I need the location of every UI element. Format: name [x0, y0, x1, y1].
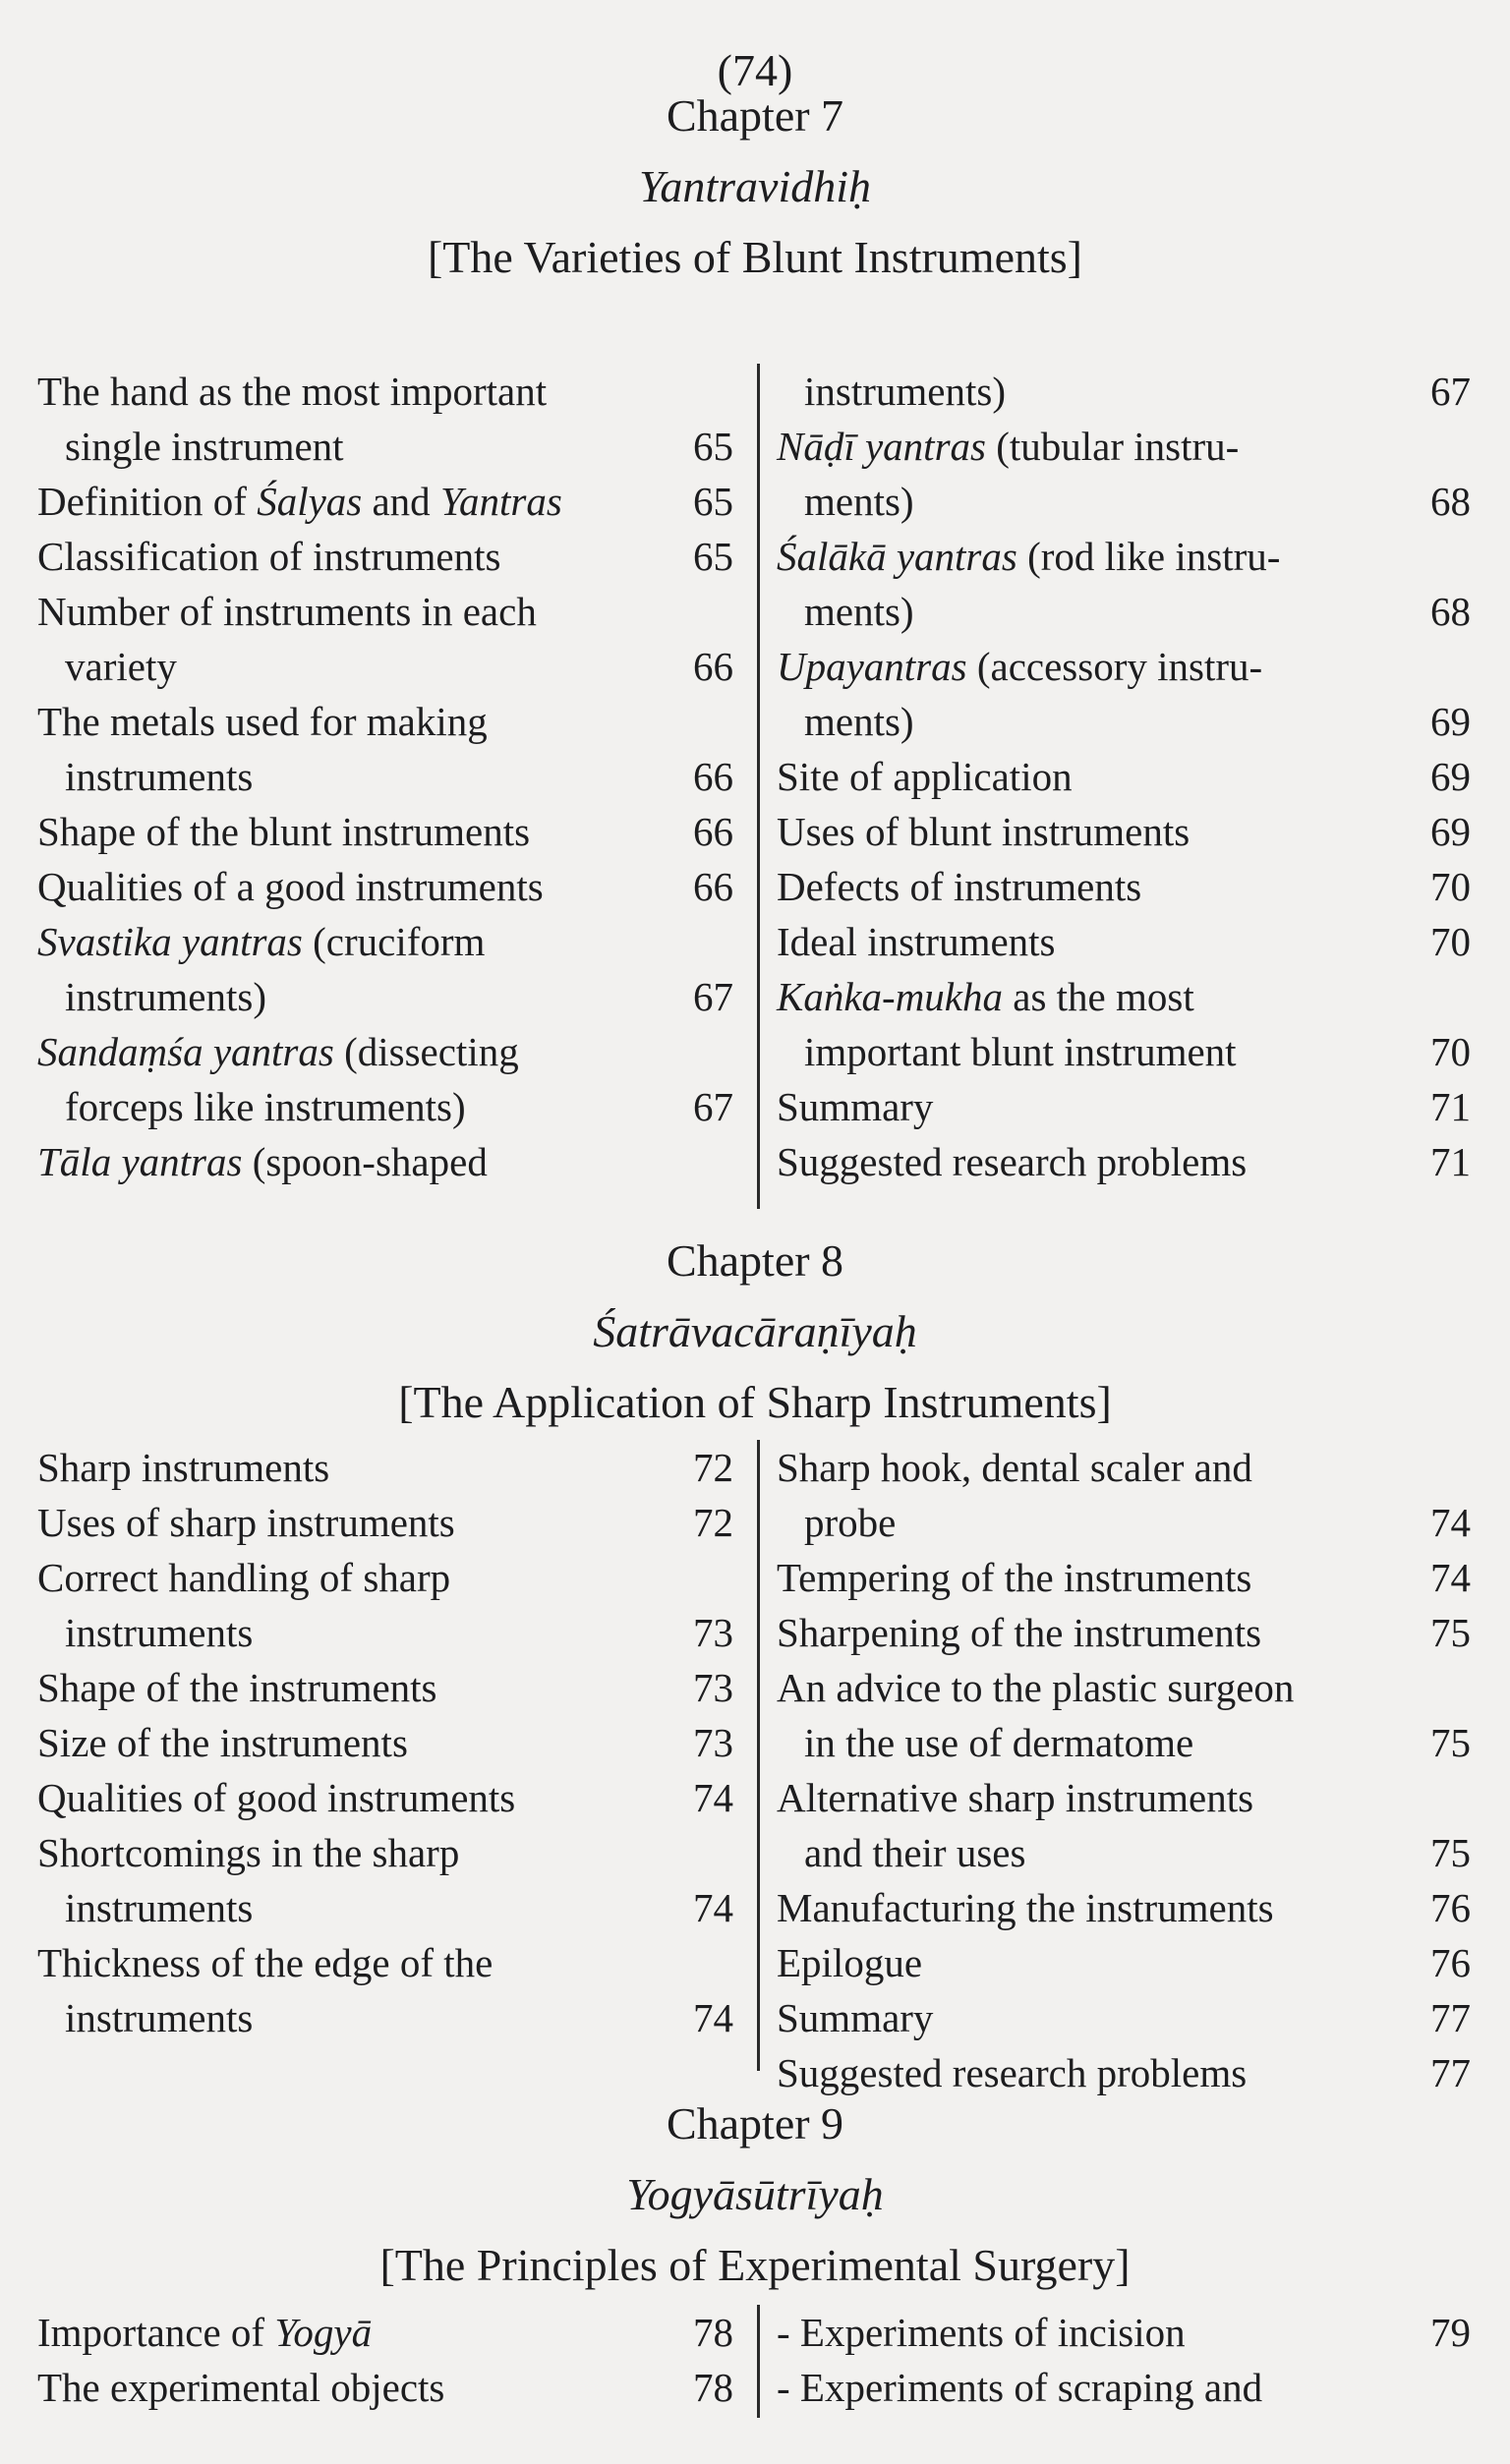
entry-first-line: [37, 919, 485, 964]
entry-text: Thickness of the edge of the: [37, 1940, 494, 1985]
entry-continuation: instruments: [65, 754, 254, 799]
entry-first-line: [37, 1500, 455, 1545]
column-divider: [757, 1440, 760, 2071]
entry-text: Classification of instruments: [37, 534, 501, 579]
entry-continuation: instruments): [65, 974, 266, 1019]
entry-text: The hand as the most important: [37, 369, 548, 414]
toc-entry: [37, 529, 733, 584]
toc-entry: [777, 804, 1471, 859]
entry-first-line: [777, 2365, 1262, 2410]
toc-entry: [37, 2360, 733, 2415]
entry-first-line: [777, 1775, 1253, 1820]
entry-first-line: [37, 1940, 493, 1985]
entry-text: Suggested research problems: [777, 1139, 1248, 1184]
entry-text: (tubular instru-: [996, 424, 1240, 469]
entry-text: Defects of instruments: [777, 864, 1142, 909]
entry-page-number: 73: [693, 1610, 733, 1655]
entry-continuation: single instrument: [65, 424, 344, 469]
entry-page-number: 75: [1430, 1610, 1471, 1655]
entry-page-number: 77: [1430, 1995, 1471, 2040]
entry-page-number: 70: [1430, 1029, 1471, 1074]
entry-first-line: [777, 1445, 1252, 1490]
entry-page-number: 76: [1430, 1885, 1471, 1930]
entry-first-line: [777, 1084, 933, 1129]
toc-entry: [777, 639, 1471, 749]
entry-page-number: 74: [693, 1775, 733, 1820]
entry-page-number: 70: [1430, 864, 1471, 909]
entry-first-line: [37, 1720, 408, 1765]
entry-first-line: [777, 644, 1262, 689]
entry-page-number: 69: [1430, 699, 1471, 744]
entry-first-line: [37, 2310, 372, 2355]
toc-entry: [37, 859, 733, 914]
toc-entry: [777, 1770, 1471, 1880]
toc-entry: [777, 2305, 1471, 2360]
entry-page-number: 68: [1430, 589, 1471, 634]
entry-page-number: 72: [693, 1445, 733, 1490]
entry-text: (accessory instru-: [976, 644, 1263, 689]
left-column: [37, 364, 733, 1189]
chapter-7-heading: [0, 81, 1510, 293]
chapter-sanskrit-title: Yantravidhiḥ: [638, 161, 872, 211]
entry-first-line: [777, 1139, 1247, 1184]
right-column: [777, 1440, 1471, 2100]
toc-entry: [777, 1079, 1471, 1134]
left-column: [37, 1440, 733, 2045]
entry-page-number: 74: [1430, 1555, 1471, 1600]
entry-page-number: 67: [693, 1084, 733, 1129]
entry-page-number: 79: [1430, 2310, 1471, 2355]
entry-page-number: 74: [1430, 1500, 1471, 1545]
toc-entry: [37, 584, 733, 694]
entry-first-line: [777, 1555, 1251, 1600]
entry-sanskrit-term: Śalyas: [257, 479, 363, 524]
entry-text: Sharp instruments: [37, 1445, 330, 1490]
entry-text: Correct handling of sharp: [37, 1555, 451, 1600]
entry-first-line: [37, 699, 488, 744]
entry-continuation: ments): [804, 589, 914, 634]
entry-first-line: [777, 2310, 1186, 2355]
entry-sanskrit-term: Upayantras: [777, 644, 967, 689]
entry-continuation: probe: [804, 1500, 897, 1545]
entry-text: Alternative sharp instruments: [777, 1775, 1254, 1820]
entry-continuation: forceps like instruments): [65, 1084, 466, 1129]
toc-entry: [37, 804, 733, 859]
toc-entry: [777, 1440, 1471, 1550]
entry-text: and: [362, 479, 440, 524]
toc-entry: [777, 1605, 1471, 1660]
entry-first-line: [37, 809, 530, 854]
entry-text: Epilogue: [777, 1940, 923, 1985]
entry-page-number: 73: [693, 1665, 733, 1710]
entry-first-line: [37, 1555, 450, 1600]
chapter-sanskrit-title: Śatrāvacāraṇīyaḥ: [593, 1306, 917, 1356]
entry-page-number: 76: [1430, 1940, 1471, 1985]
entry-page-number: 75: [1430, 1830, 1471, 1875]
toc-entry: [777, 914, 1471, 969]
entry-text: Qualities of a good instruments: [37, 864, 544, 909]
entry-text: - Experiments of scraping and: [777, 2365, 1263, 2410]
entry-page-number: 71: [1430, 1084, 1471, 1129]
entry-first-line: [37, 479, 562, 524]
entry-first-line: [37, 369, 547, 414]
toc-entry: [37, 1550, 733, 1660]
toc-entry: [777, 1990, 1471, 2045]
entry-first-line: [37, 1830, 459, 1875]
entry-page-number: 66: [693, 809, 733, 854]
toc-entry: [37, 1024, 733, 1134]
entry-continuation: important blunt instrument: [804, 1029, 1237, 1074]
entry-text: Shortcomings in the sharp: [37, 1830, 460, 1875]
entry-page-number: 69: [1430, 809, 1471, 854]
entry-continuation: variety: [65, 644, 177, 689]
toc-entry: [777, 969, 1471, 1079]
chapter-8-heading: [0, 1226, 1510, 1438]
entry-first-line: [37, 1139, 488, 1184]
left-column: [37, 2305, 733, 2415]
toc-entry: [37, 914, 733, 1024]
chapter-subtitle: [The Application of Sharp Instruments]: [398, 1377, 1112, 1427]
entry-page-number: 75: [1430, 1720, 1471, 1765]
entry-text: Sharp hook, dental scaler and: [777, 1445, 1252, 1490]
toc-entry: [777, 1935, 1471, 1990]
chapter-label: Chapter 9: [666, 2098, 844, 2149]
toc-entry: [37, 1660, 733, 1715]
chapter-9-heading: [0, 2089, 1510, 2301]
entry-sanskrit-term: Kaṅka-mukha: [777, 974, 1004, 1019]
entry-sanskrit-term: Śalākā yantras: [777, 534, 1017, 579]
entry-text: (cruciform: [313, 919, 486, 964]
chapter-subtitle: [The Varieties of Blunt Instruments]: [427, 232, 1082, 282]
entry-page-number: 71: [1430, 1139, 1471, 1184]
entry-text: Shape of the instruments: [37, 1665, 437, 1710]
entry-first-line: [777, 919, 1056, 964]
entry-text: Importance of: [37, 2310, 275, 2355]
entry-first-line: [777, 864, 1141, 909]
toc-entry: [777, 859, 1471, 914]
toc-entry: [777, 529, 1471, 639]
page-number: (74): [717, 45, 793, 95]
entry-continuation: in the use of dermatome: [804, 1720, 1194, 1765]
toc-entry: [777, 749, 1471, 804]
entry-page-number: 66: [693, 754, 733, 799]
toc-entry: [37, 1935, 733, 2045]
entry-sanskrit-term: Yogyā: [274, 2310, 373, 2355]
entry-first-line: [777, 974, 1194, 1019]
entry-page-number: 72: [693, 1500, 733, 1545]
entry-text: as the most: [1013, 974, 1194, 1019]
toc-entry: [37, 1770, 733, 1825]
entry-text: Shape of the blunt instruments: [37, 809, 531, 854]
entry-text: Qualities of good instruments: [37, 1775, 516, 1820]
entry-text: (rod like instru-: [1027, 534, 1281, 579]
entry-text: Summary: [777, 1084, 934, 1129]
entry-text: Uses of blunt instruments: [777, 809, 1191, 854]
entry-page-number: 67: [693, 974, 733, 1019]
entry-first-line: [37, 1029, 519, 1074]
entry-sanskrit-term: Svastika yantras: [37, 919, 303, 964]
entry-continuation: and their uses: [804, 1830, 1026, 1875]
entry-text: Uses of sharp instruments: [37, 1500, 455, 1545]
toc-entry: [37, 2305, 733, 2360]
entry-text: The metals used for making: [37, 699, 488, 744]
toc-entry: [777, 2360, 1471, 2415]
toc-entry: [37, 694, 733, 804]
right-column: [777, 2305, 1471, 2415]
entry-first-line: [777, 1940, 922, 1985]
entry-continuation: instruments: [65, 1885, 254, 1930]
entry-text: Definition of: [37, 479, 258, 524]
entry-page-number: 65: [693, 479, 733, 524]
entry-sanskrit-term: Nāḍī yantras: [777, 424, 986, 469]
entry-text: The experimental objects: [37, 2365, 445, 2410]
toc-entry: [777, 1660, 1471, 1770]
entry-sanskrit-term: Tāla yantras: [37, 1139, 243, 1184]
entry-first-line: [777, 809, 1190, 854]
entry-page-number: 77: [1430, 2050, 1471, 2095]
entry-page-number: 73: [693, 1720, 733, 1765]
entry-text: Size of the instruments: [37, 1720, 408, 1765]
entry-first-line: [777, 1885, 1274, 1930]
entry-sanskrit-term: Sandaṃśa yantras: [37, 1029, 334, 1074]
entry-continuation: ments): [804, 699, 914, 744]
entry-first-line: [37, 1775, 515, 1820]
entry-first-line: [37, 534, 500, 579]
toc-entry: [37, 1440, 733, 1495]
entry-page-number: 66: [693, 864, 733, 909]
entry-first-line: [37, 1665, 437, 1710]
entry-page-number: 78: [693, 2310, 733, 2355]
column-divider: [757, 2305, 760, 2418]
toc-entry: [37, 364, 733, 474]
entry-text: Manufacturing the instruments: [777, 1885, 1274, 1930]
entry-page-number: 74: [693, 1995, 733, 2040]
entry-first-line: [777, 1665, 1294, 1710]
entry-page-number: 67: [1430, 369, 1471, 414]
entry-first-line: [37, 864, 544, 909]
toc-entry: [777, 1880, 1471, 1935]
entry-page-number: 65: [693, 534, 733, 579]
entry-page-number: 66: [693, 644, 733, 689]
toc-entry: [777, 1550, 1471, 1605]
entry-page-number: 65: [693, 424, 733, 469]
entry-text: Tempering of the instruments: [777, 1555, 1252, 1600]
toc-entry: [37, 474, 733, 529]
entry-text: (spoon-shaped: [252, 1139, 488, 1184]
entry-page-number: 74: [693, 1885, 733, 1930]
entry-text: Site of application: [777, 754, 1073, 799]
toc-entry: [37, 1495, 733, 1550]
right-column: [777, 364, 1471, 1189]
entry-text: - Experiments of incision: [777, 2310, 1186, 2355]
chapter-subtitle: [The Principles of Experimental Surgery]: [379, 2240, 1131, 2290]
entry-first-line: [777, 754, 1073, 799]
entry-first-line: [37, 1445, 329, 1490]
toc-entry: [37, 1715, 733, 1770]
entry-text: Summary: [777, 1995, 934, 2040]
entry-sanskrit-term: Yantras: [439, 479, 562, 524]
toc-entry: [777, 364, 1471, 419]
entry-first-line: [777, 1995, 933, 2040]
column-divider: [757, 364, 760, 1209]
entry-continuation: instruments: [65, 1610, 254, 1655]
toc-entry: [37, 1134, 733, 1189]
entry-text: Sharpening of the instruments: [777, 1610, 1262, 1655]
entry-text: Number of instruments in each: [37, 589, 537, 634]
entry-page-number: 70: [1430, 919, 1471, 964]
chapter-label: Chapter 7: [666, 90, 844, 141]
entry-first-line: [777, 424, 1239, 469]
chapter-label: Chapter 8: [666, 1235, 844, 1286]
entry-first-line: [37, 2365, 444, 2410]
entry-text: Suggested research problems: [777, 2050, 1248, 2095]
entry-text: (dissecting: [344, 1029, 519, 1074]
entry-page-number: 78: [693, 2365, 733, 2410]
toc-entry: [37, 1825, 733, 1935]
toc-entry: [777, 1134, 1471, 1189]
chapter-sanskrit-title: Yogyāsūtrīyaḥ: [626, 2169, 884, 2219]
entry-continuation: ments): [804, 479, 914, 524]
entry-text: An advice to the plastic surgeon: [777, 1665, 1295, 1710]
entry-continuation: instruments: [65, 1995, 254, 2040]
entry-text: Ideal instruments: [777, 919, 1056, 964]
entry-page-number: 69: [1430, 754, 1471, 799]
toc-entry: [777, 419, 1471, 529]
entry-first-line: [37, 589, 537, 634]
entry-continuation: instruments): [804, 369, 1006, 414]
entry-first-line: [777, 1610, 1261, 1655]
entry-page-number: 68: [1430, 479, 1471, 524]
entry-first-line: [777, 534, 1280, 579]
